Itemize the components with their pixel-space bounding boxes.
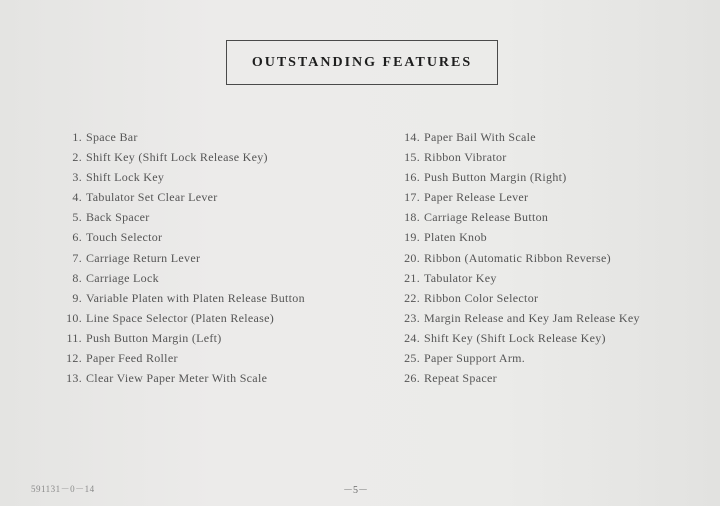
feature-number: 17.: [404, 190, 420, 205]
feature-item: [402, 348, 707, 368]
feature-number: 9.: [72, 290, 82, 305]
feature-label: Variable Platen with Platen Release Button: [86, 290, 305, 305]
features-list-left: [62, 127, 382, 388]
feature-label: Paper Support Arm.: [424, 351, 526, 366]
feature-number: 24.: [404, 330, 420, 345]
feature-number: 19.: [404, 230, 420, 245]
document-code: 591131－0－14: [31, 484, 95, 494]
feature-number: 22.: [404, 290, 420, 305]
feature-label: Line Space Selector (Platen Release): [86, 310, 275, 325]
feature-item: [62, 127, 382, 147]
feature-label: Clear View Paper Meter With Scale: [86, 371, 268, 386]
feature-label: Platen Knob: [424, 230, 487, 245]
feature-number: 12.: [66, 351, 82, 366]
feature-item: [62, 248, 382, 268]
feature-number: 20.: [404, 250, 420, 265]
feature-item: [402, 147, 707, 167]
feature-item: [402, 167, 707, 187]
feature-item: [62, 147, 382, 167]
feature-label: Shift Lock Key: [86, 170, 165, 185]
feature-item: [402, 187, 707, 207]
feature-item: [62, 348, 382, 368]
feature-label: Repeat Spacer: [424, 371, 497, 386]
feature-item: [62, 268, 382, 288]
feature-number: 23.: [404, 310, 420, 325]
feature-item: [402, 288, 707, 308]
feature-number: 15.: [404, 150, 420, 165]
feature-item: [402, 207, 707, 227]
feature-label: Shift Key (Shift Lock Release Key): [86, 150, 268, 165]
feature-item: [402, 248, 707, 268]
feature-label: Carriage Release Button: [424, 210, 549, 225]
feature-label: Ribbon Vibrator: [424, 150, 507, 165]
feature-label: Tabulator Set Clear Lever: [86, 190, 218, 205]
feature-item: [62, 288, 382, 308]
feature-label: Push Button Margin (Right): [424, 170, 567, 185]
feature-number: 26.: [404, 371, 420, 386]
feature-number: 16.: [404, 170, 420, 185]
feature-label: Push Button Margin (Left): [86, 330, 222, 345]
feature-item: [62, 328, 382, 348]
feature-number: 18.: [404, 210, 420, 225]
feature-label: Paper Bail With Scale: [424, 130, 536, 144]
feature-number: 14.: [404, 130, 420, 144]
feature-item: [402, 308, 707, 328]
feature-label: Carriage Return Lever: [86, 250, 201, 265]
feature-item: [402, 127, 707, 147]
feature-number: 1.: [72, 130, 82, 144]
feature-item: [402, 368, 707, 388]
feature-number: 5.: [72, 210, 82, 225]
feature-number: 3.: [72, 170, 82, 185]
feature-item: [62, 227, 382, 247]
feature-number: 25.: [404, 351, 420, 366]
feature-item: [402, 328, 707, 348]
feature-item: [402, 268, 707, 288]
feature-label: Back Spacer: [86, 210, 150, 225]
feature-label: Space Bar: [86, 130, 138, 144]
feature-item: [62, 368, 382, 388]
feature-number: 2.: [72, 150, 82, 165]
feature-item: [62, 167, 382, 187]
feature-label: Touch Selector: [86, 230, 163, 245]
feature-number: 4.: [72, 190, 82, 205]
feature-label: Ribbon (Automatic Ribbon Reverse): [424, 250, 611, 265]
feature-label: Tabulator Key: [424, 270, 497, 285]
title-box: [226, 40, 498, 85]
feature-label: Shift Key (Shift Lock Release Key): [424, 330, 606, 345]
feature-label: Carriage Lock: [86, 270, 159, 285]
features-list-right: [402, 127, 707, 388]
feature-label: Paper Release Lever: [424, 190, 529, 205]
feature-label: Paper Feed Roller: [86, 351, 178, 366]
feature-number: 10.: [66, 310, 82, 325]
feature-label: Ribbon Color Selector: [424, 290, 539, 305]
feature-item: [62, 207, 382, 227]
feature-item: [402, 227, 707, 247]
feature-number: 7.: [72, 250, 82, 265]
feature-number: 11.: [66, 330, 82, 345]
feature-number: 6.: [72, 230, 82, 245]
page-title: OUTSTANDING FEATURES: [251, 54, 473, 70]
feature-item: [62, 308, 382, 328]
page-number: －5－: [343, 485, 368, 496]
feature-item: [62, 187, 382, 207]
feature-label: Margin Release and Key Jam Release Key: [424, 310, 640, 325]
feature-number: 8.: [72, 270, 82, 285]
feature-number: 21.: [404, 270, 420, 285]
feature-number: 13.: [66, 371, 82, 386]
